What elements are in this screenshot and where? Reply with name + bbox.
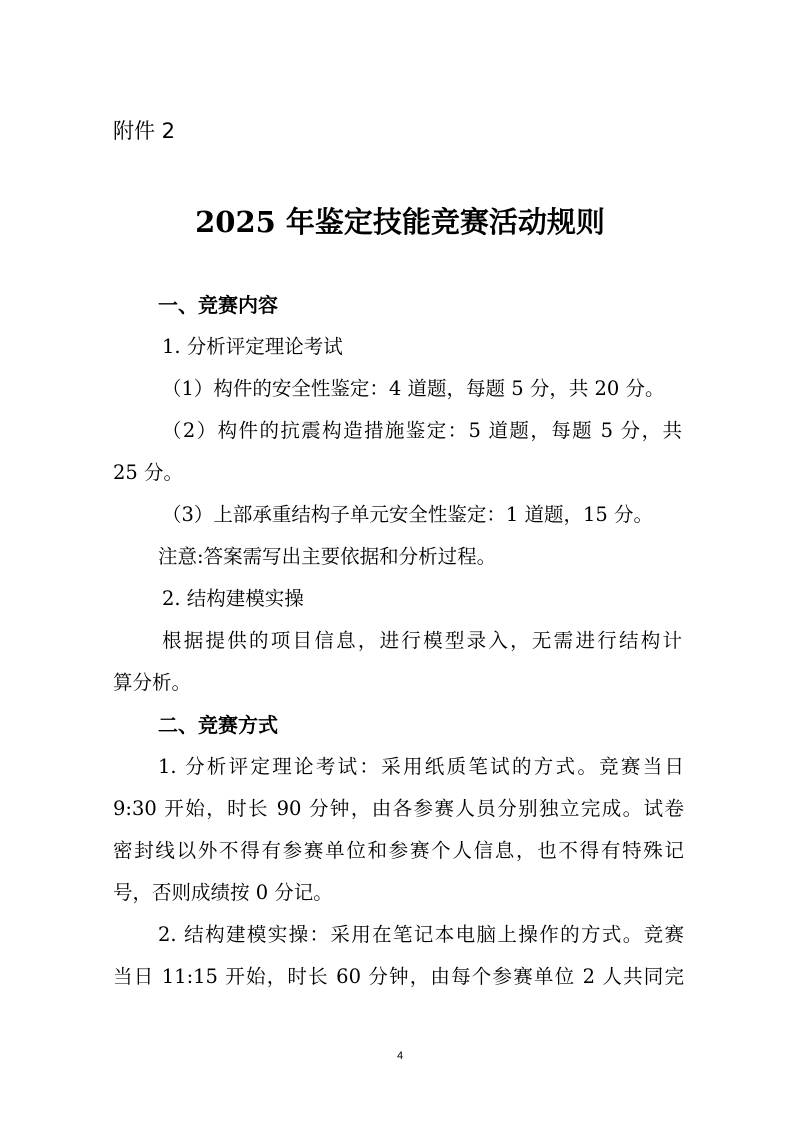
document-title: 2025 年鉴定技能竞赛活动规则 bbox=[195, 205, 605, 239]
method-p1-line3: 密封线以外不得有参赛单位和参赛个人信息，也不得有特殊记 bbox=[113, 839, 684, 862]
item2-line1: 根据提供的项目信息，进行模型录入，无需进行结构计 bbox=[162, 629, 682, 652]
method-p1-line1: 1. 分析评定理论考试：采用纸质笔试的方式。竞赛当日 bbox=[158, 755, 684, 778]
attachment-label: 附件 2 bbox=[113, 119, 176, 143]
item2-title: 2. 结构建模实操 bbox=[162, 587, 304, 610]
note-text: 注意:答案需写出主要依据和分析过程。 bbox=[158, 545, 497, 568]
item1-title: 1. 分析评定理论考试 bbox=[162, 335, 343, 358]
section-heading-method: 二、竞赛方式 bbox=[158, 713, 278, 737]
item1-sub1: （1）构件的安全性鉴定：4 道题，每题 5 分，共 20 分。 bbox=[162, 377, 665, 400]
method-p1-line2: 9:30 开始，时长 90 分钟，由各参赛人员分别独立完成。试卷 bbox=[113, 797, 684, 820]
item1-sub2-line1: （2）构件的抗震构造措施鉴定：5 道题，每题 5 分，共 bbox=[162, 419, 682, 442]
page-number: 4 bbox=[396, 1050, 404, 1062]
method-p2-line2: 当日 11:15 开始，时长 60 分钟，由每个参赛单位 2 人共同完 bbox=[113, 965, 684, 988]
item2-line2: 算分析。 bbox=[113, 671, 192, 694]
item1-sub3: （3）上部承重结构子单元安全性鉴定：1 道题，15 分。 bbox=[162, 503, 654, 526]
section-heading-content: 一、竞赛内容 bbox=[158, 293, 278, 317]
item1-sub2-line2: 25 分。 bbox=[113, 461, 184, 484]
method-p1-line4: 号，否则成绩按 0 分记。 bbox=[113, 881, 333, 904]
method-p2-line1: 2. 结构建模实操：采用在笔记本电脑上操作的方式。竞赛 bbox=[158, 923, 684, 946]
